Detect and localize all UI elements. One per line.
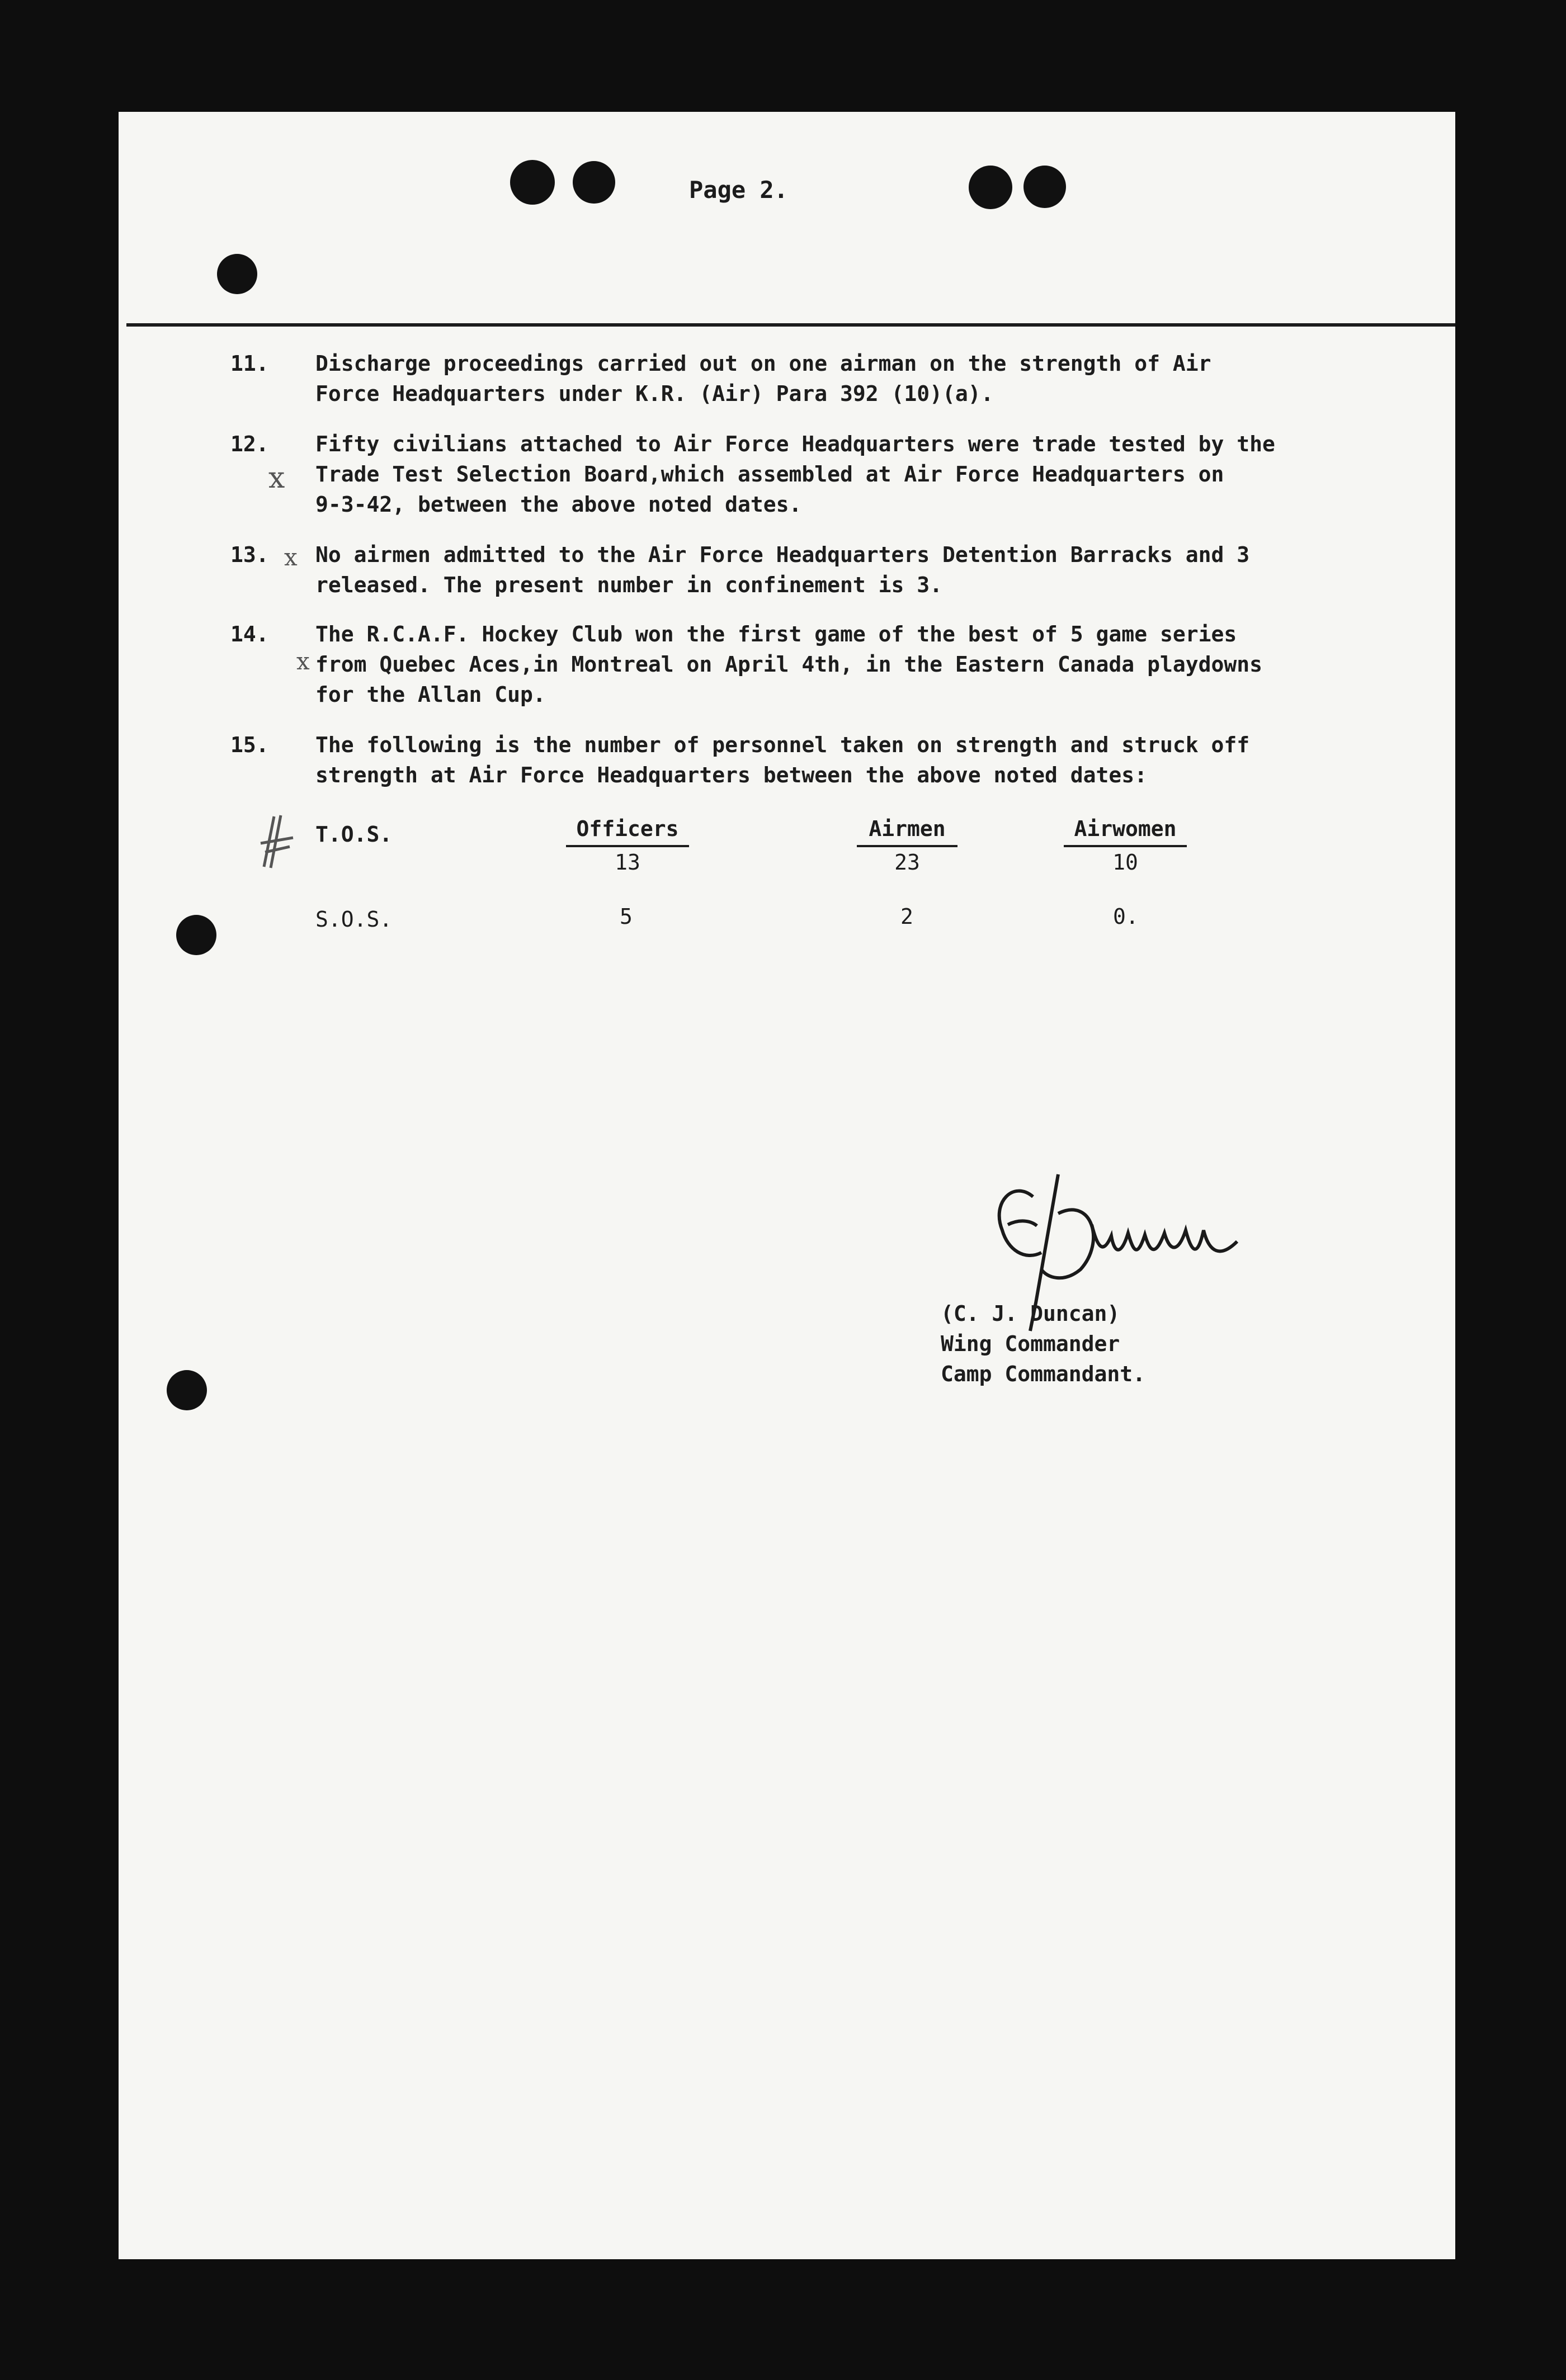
column-header-airwomen: Airwomen [1064, 814, 1187, 847]
column-header-officers: Officers [566, 814, 689, 847]
column-header-airmen: Airmen [857, 814, 957, 847]
text-line: Trade Test Selection Board,which assembled at Air Force Headquarters on [315, 462, 1224, 487]
tick-mark: x [296, 648, 310, 675]
ink-blot-left-1 [510, 160, 555, 205]
sos-row-label: S.O.S. [315, 907, 393, 932]
paragraph-number: 15. [230, 733, 269, 757]
text-line: Force Headquarters under K.R. (Air) Para 392 (10)(a). [315, 381, 994, 406]
sos-officers-value: 5 [620, 904, 633, 929]
paragraph-number: 12. [230, 432, 269, 456]
punch-hole-bottom [167, 1370, 207, 1410]
handwritten-initial-mark [257, 812, 296, 873]
text-line: Discharge proceedings carried out on one airman on the strength of Air [315, 351, 1211, 376]
punch-hole-middle [176, 915, 216, 955]
ink-blot-right-1 [969, 166, 1012, 209]
text-line: from Quebec Aces,in Montreal on April 4th, in the Eastern Canada playdowns [315, 652, 1262, 677]
text-line: for the Allan Cup. [315, 682, 546, 707]
airwomen-column [1064, 814, 1187, 877]
text-line: No airmen admitted to the Air Force Headquarters Detention Barracks and 3 [315, 542, 1250, 567]
tick-mark: x [284, 544, 298, 571]
document-page [119, 112, 1455, 2259]
paragraph-number: 14. [230, 622, 269, 646]
sos-airwomen-value: 0. [1113, 904, 1139, 929]
paragraph-text [315, 540, 1249, 600]
paragraph-number: 13. [230, 542, 269, 567]
page-title: Page 2. [689, 176, 789, 204]
ink-blot-right-2 [1023, 166, 1066, 208]
text-line: The following is the number of personnel taken on strength and struck off [315, 733, 1250, 757]
text-line: Fifty civilians attached to Air Force Headquarters were trade tested by the [315, 432, 1275, 456]
paragraph-text [315, 730, 1249, 790]
paragraph-text [315, 348, 1211, 409]
airmen-column [857, 814, 957, 877]
paragraph-text [315, 429, 1275, 520]
tick-mark: x [268, 461, 285, 495]
signatory-rank: Wing Commander [941, 1331, 1120, 1356]
officers-column [566, 814, 689, 877]
tos-officers-value: 13 [615, 850, 640, 875]
sos-airmen-value: 2 [900, 904, 913, 929]
signatory-title: Camp Commandant. [941, 1362, 1146, 1386]
tos-airwomen-value: 10 [1112, 850, 1138, 875]
paragraph-number: 11. [230, 351, 269, 376]
text-line: The R.C.A.F. Hockey Club won the first game of the best of 5 game series [315, 622, 1237, 646]
signatory-name: (C. J. Duncan) [941, 1301, 1120, 1326]
ink-blot-left-2 [573, 161, 615, 204]
text-line: strength at Air Force Headquarters between the above noted dates: [315, 763, 1148, 787]
paragraph-text [315, 619, 1262, 710]
signature-block [941, 1298, 1145, 1389]
tos-row-label: T.O.S. [315, 822, 393, 847]
text-line: released. The present number in confinement is 3. [315, 573, 943, 597]
punch-hole-top [217, 254, 257, 294]
header-divider [126, 323, 1455, 327]
text-line: 9-3-42, between the above noted dates. [315, 492, 802, 517]
tos-airmen-value: 23 [894, 850, 920, 875]
